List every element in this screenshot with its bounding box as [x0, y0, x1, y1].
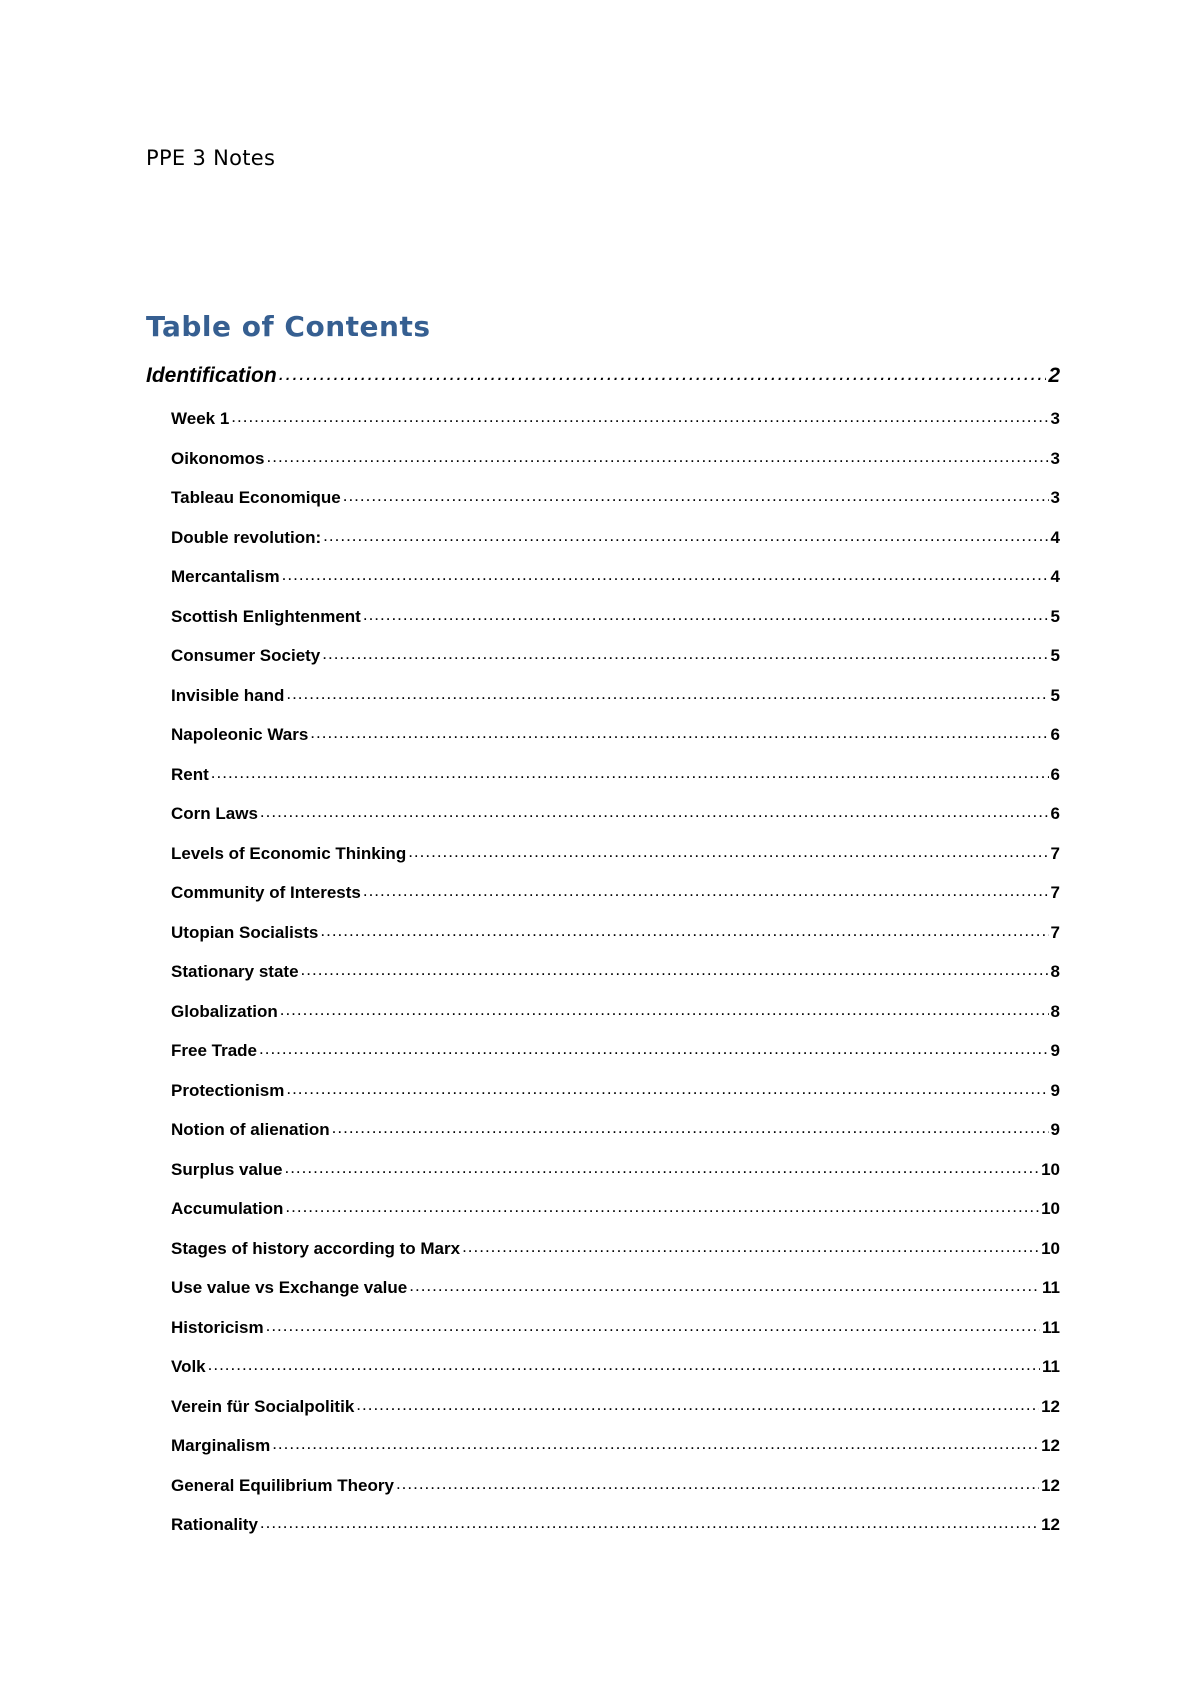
toc-entry-label: Stationary state — [171, 962, 299, 981]
toc-leader-dots — [323, 526, 1048, 546]
toc-entry-label: Consumer Society — [171, 646, 321, 665]
toc-entry-page: 7 — [1050, 883, 1060, 902]
toc-leader-dots — [259, 1039, 1049, 1059]
toc-entry[interactable] — [146, 1318, 1060, 1358]
toc-leader-dots — [332, 1118, 1049, 1138]
toc-entry[interactable] — [146, 765, 1060, 805]
toc-entry-page: 3 — [1050, 488, 1060, 507]
toc-entry-label: Verein für Socialpolitik — [171, 1396, 355, 1416]
toc-leader-dots — [363, 605, 1049, 625]
toc-entry-label: Historicism — [171, 1317, 264, 1337]
toc-entry-label: Free Trade — [171, 1041, 257, 1060]
toc-entry[interactable] — [146, 1120, 1060, 1160]
toc-entry-label: Volk — [171, 1357, 206, 1376]
toc-entry[interactable] — [146, 607, 1060, 647]
toc-leader-dots — [320, 921, 1048, 941]
toc-entry[interactable] — [146, 725, 1060, 765]
toc-leader-dots — [396, 1474, 1039, 1494]
toc-entry-page: 5 — [1050, 685, 1060, 705]
toc-entry[interactable] — [146, 1239, 1060, 1279]
toc-leader-dots — [272, 1434, 1039, 1454]
toc-entry-page: 11 — [1042, 1278, 1060, 1297]
toc-entry[interactable] — [146, 1041, 1060, 1081]
toc-entry-page: 4 — [1050, 567, 1060, 586]
toc-section-identification[interactable] — [146, 364, 1060, 409]
toc-leader-dots — [280, 1000, 1049, 1020]
toc-entry-label: Accumulation — [171, 1199, 284, 1218]
toc-entry-page: 9 — [1050, 1080, 1060, 1100]
toc-entry-label: Surplus value — [171, 1159, 283, 1179]
toc-entry-label: Levels of Economic Thinking — [171, 843, 407, 863]
toc-entry[interactable] — [146, 883, 1060, 923]
toc-entry-page: 9 — [1050, 1041, 1060, 1060]
toc-entry-label: Stages of history according to Marx — [171, 1238, 461, 1258]
toc-entry-page: 6 — [1050, 804, 1060, 823]
toc-leader-dots — [260, 802, 1049, 822]
toc-leader-dots — [279, 362, 1047, 386]
toc-leader-dots — [356, 1395, 1039, 1415]
toc-entry-page: 9 — [1050, 1120, 1060, 1139]
toc-entry-page: 3 — [1050, 448, 1060, 468]
toc-entry-label: Rationality — [171, 1515, 258, 1534]
toc-entry[interactable] — [146, 488, 1060, 528]
toc-entry[interactable] — [146, 1476, 1060, 1516]
toc-leader-dots — [408, 842, 1048, 862]
toc-leader-dots — [284, 1158, 1039, 1178]
toc-entry[interactable] — [146, 804, 1060, 844]
toc-entry-page: 12 — [1041, 1396, 1060, 1416]
toc-entry-label: Protectionism — [171, 1080, 285, 1100]
toc-entry-page: 3 — [1050, 409, 1060, 428]
toc-entry-label: Invisible hand — [171, 685, 285, 705]
toc-entry-page: 12 — [1041, 1436, 1060, 1455]
toc-leader-dots — [282, 565, 1049, 585]
toc-entry-page: 5 — [1050, 606, 1060, 626]
toc-entry-page: 11 — [1042, 1357, 1060, 1376]
toc-leader-dots — [286, 684, 1048, 704]
toc-entry-label: Week 1 — [171, 409, 230, 428]
toc-entry-page: 5 — [1050, 646, 1060, 665]
toc-entry-label: Utopian Socialists — [171, 922, 319, 942]
toc-entry[interactable] — [146, 1160, 1060, 1200]
toc-entry[interactable] — [146, 528, 1060, 568]
toc-entry-page: 7 — [1050, 922, 1060, 942]
toc-entry[interactable] — [146, 962, 1060, 1002]
toc-entry[interactable] — [146, 1515, 1060, 1555]
toc-entry-page: 4 — [1050, 527, 1060, 547]
toc-entry[interactable] — [146, 923, 1060, 963]
toc-leader-dots — [285, 1197, 1039, 1217]
toc-leader-dots — [322, 644, 1048, 664]
toc-leader-dots — [267, 447, 1049, 467]
toc-leader-dots — [208, 1355, 1040, 1375]
toc-entry[interactable] — [146, 1397, 1060, 1437]
toc-entry-page: 8 — [1050, 962, 1060, 981]
toc-entry[interactable] — [146, 1357, 1060, 1397]
toc-entry[interactable] — [146, 1199, 1060, 1239]
toc-entry-label: Double revolution: — [171, 527, 322, 547]
toc-entry-label: Mercantalism — [171, 567, 280, 586]
toc-leader-dots — [211, 763, 1049, 783]
toc-entry-page: 7 — [1050, 843, 1060, 863]
toc-entry-page: 12 — [1041, 1515, 1060, 1534]
toc-entry[interactable] — [146, 1002, 1060, 1042]
toc-entry[interactable] — [146, 449, 1060, 489]
toc-entry-label: Notion of alienation — [171, 1120, 330, 1139]
toc-entry-label: Corn Laws — [171, 804, 258, 823]
toc-entry-label: Rent — [171, 764, 209, 784]
toc-leader-dots — [231, 407, 1048, 427]
toc-entry[interactable] — [146, 1081, 1060, 1121]
toc-entry-page: 8 — [1050, 1001, 1060, 1021]
toc-leader-dots — [266, 1316, 1040, 1336]
toc-entry[interactable] — [146, 1436, 1060, 1476]
toc-leader-dots — [409, 1276, 1040, 1296]
toc-entry-page: 6 — [1050, 764, 1060, 784]
toc-entry-label: Globalization — [171, 1001, 278, 1021]
toc-entry[interactable] — [146, 686, 1060, 726]
toc-entry-page: 11 — [1042, 1317, 1060, 1337]
table-of-contents — [146, 364, 1060, 1555]
toc-leader-dots — [310, 723, 1048, 743]
toc-entry[interactable] — [146, 1278, 1060, 1318]
toc-entry[interactable] — [146, 646, 1060, 686]
toc-leader-dots — [343, 486, 1049, 506]
toc-entry[interactable] — [146, 409, 1060, 449]
toc-entry-label: Oikonomos — [171, 448, 265, 468]
toc-entry-label: Scottish Enlightenment — [171, 606, 361, 626]
toc-entry-label: General Equilibrium Theory — [171, 1475, 394, 1495]
toc-leader-dots — [260, 1513, 1039, 1533]
toc-entry[interactable] — [146, 567, 1060, 607]
toc-entry-page: 6 — [1050, 725, 1060, 744]
toc-entry-label: Napoleonic Wars — [171, 725, 309, 744]
toc-entry-label: Community of Interests — [171, 883, 361, 902]
toc-section-label: Identification — [146, 364, 277, 387]
toc-entry-page: 10 — [1041, 1238, 1060, 1258]
toc-section-page: 2 — [1048, 364, 1060, 387]
toc-entry-label: Marginalism — [171, 1436, 271, 1455]
toc-heading: Table of Contents — [146, 310, 431, 343]
toc-leader-dots — [462, 1237, 1039, 1257]
document-title: PPE 3 Notes — [146, 146, 276, 170]
toc-leader-dots — [301, 960, 1049, 980]
toc-entry-page: 12 — [1041, 1475, 1060, 1495]
toc-entry-label: Tableau Economique — [171, 488, 341, 507]
toc-entry-label: Use value vs Exchange value — [171, 1278, 408, 1297]
toc-entry[interactable] — [146, 844, 1060, 884]
toc-entry-page: 10 — [1041, 1199, 1060, 1218]
toc-leader-dots — [286, 1079, 1048, 1099]
toc-leader-dots — [363, 881, 1049, 901]
toc-entry-page: 10 — [1041, 1159, 1060, 1179]
